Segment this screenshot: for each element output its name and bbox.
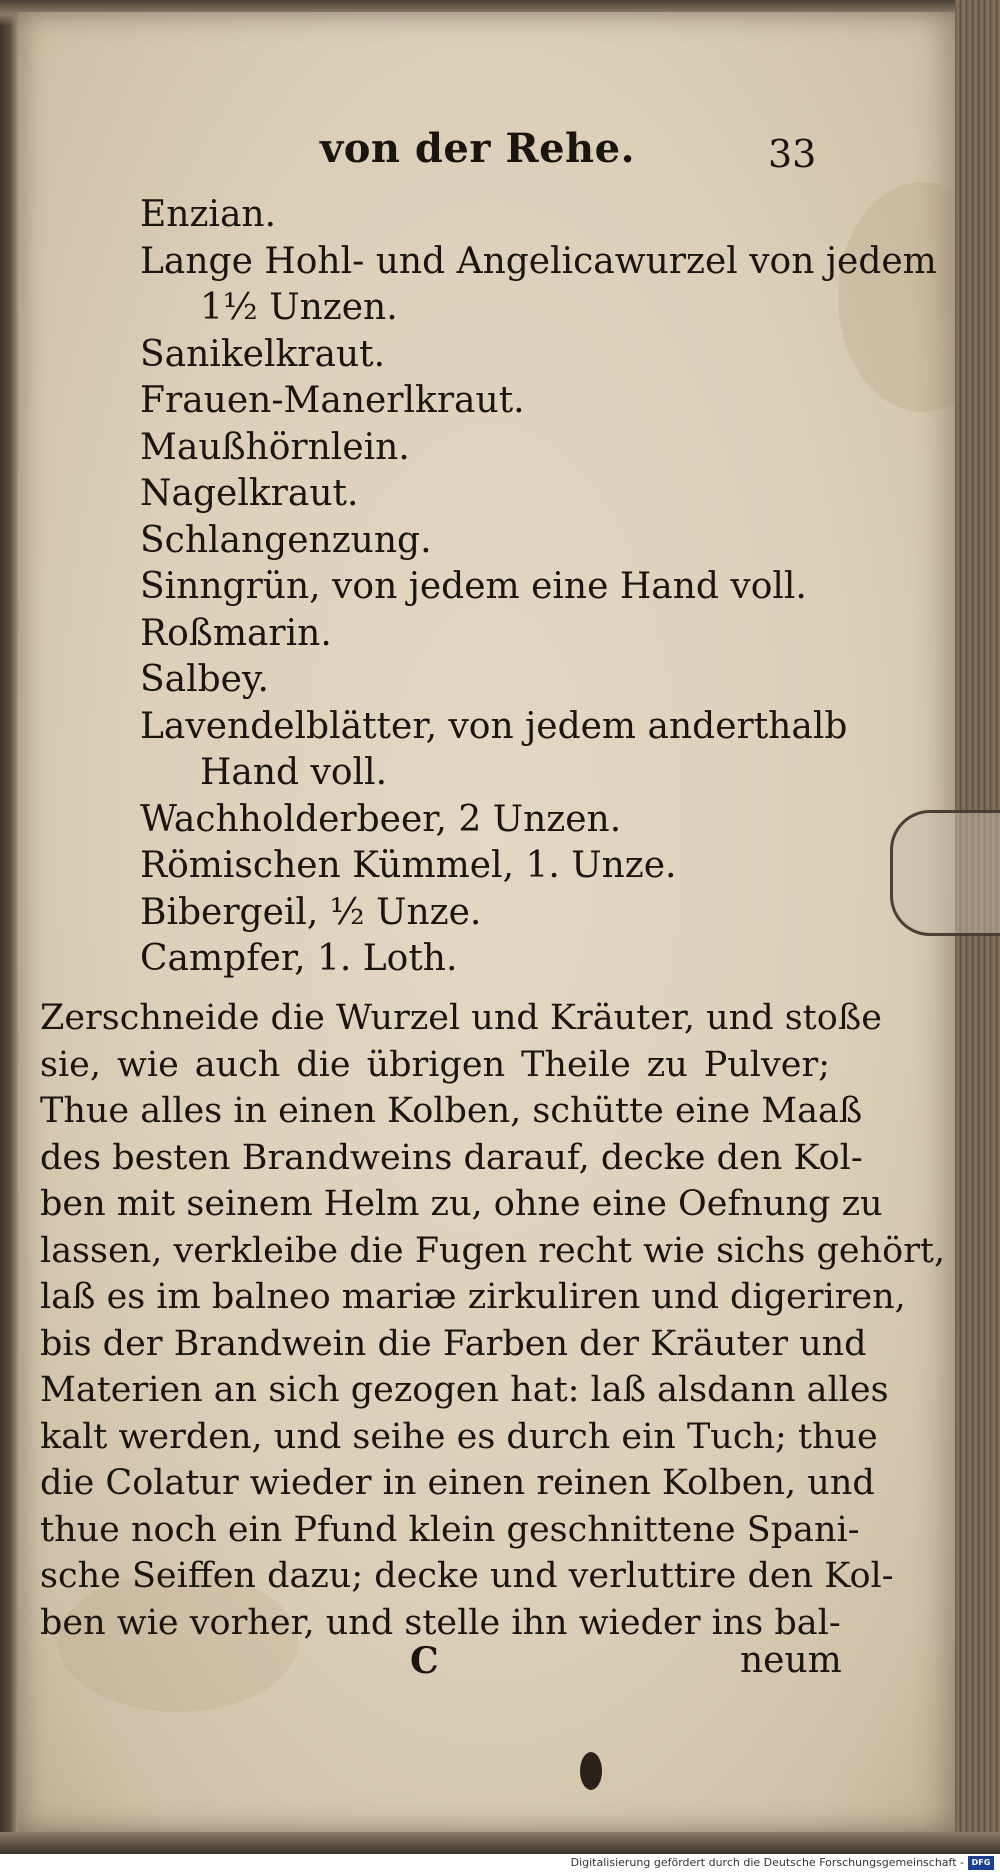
ingredient-line: Sanikelkraut. xyxy=(140,333,386,375)
catchword: neum xyxy=(740,1640,842,1681)
running-header: von der Rehe. xyxy=(320,125,635,172)
ingredient-line: Römischen Kümmel, 1. Unze. xyxy=(140,845,677,886)
text-line: bis der Brandwein die Farben der Kräuter und xyxy=(40,1323,867,1364)
ingredient-line: Bibergeil, ½ Unze. xyxy=(140,891,482,933)
text-line: sie, wie auch die übrigen Theile zu Pulver; xyxy=(40,1044,830,1085)
ingredient-line: Campfer, 1. Loth. xyxy=(140,938,458,979)
ingredient-list xyxy=(140,192,937,983)
ingredient-line: Hand voll. xyxy=(200,752,388,793)
text-line: kalt werden, und seihe es durch ein Tuch; thue xyxy=(40,1416,878,1457)
text-line: Materien an sich gezogen hat: laß alsdann alles xyxy=(40,1370,889,1410)
ingredient-line: Lavendelblätter, von jedem anderthalb xyxy=(140,705,848,747)
ink-blot xyxy=(580,1752,602,1790)
text-line: Zerschneide die Wurzel und Kräuter, und stoße xyxy=(40,998,882,1038)
ingredient-line: 1½ Unzen. xyxy=(200,287,398,328)
instruction-paragraph xyxy=(40,995,946,1646)
ingredient-line: Sinngrün, von jedem eine Hand voll. xyxy=(140,566,807,607)
dfg-logo: DFG xyxy=(968,1856,994,1870)
ingredient-line: Frauen-Manerlkraut. xyxy=(140,380,525,421)
signature-mark: C xyxy=(410,1640,439,1682)
text-line: die Colatur wieder in einen reinen Kolben, und xyxy=(40,1463,875,1503)
ingredient-line: Salbey. xyxy=(140,659,269,700)
text-line: ben mit seinem Helm zu, ohne eine Oefnung zu xyxy=(40,1184,883,1224)
ingredient-line: Nagelkraut. xyxy=(140,473,359,514)
ingredient-line: Maußhörnlein. xyxy=(140,426,410,468)
ingredient-line: Schlangenzung. xyxy=(140,519,432,561)
ingredient-line: Roßmarin. xyxy=(140,612,332,654)
ingredient-line: Lange Hohl- und Angelicawurzel von jedem xyxy=(140,240,937,282)
text-line: laß es im balneo mariæ zirkuliren und digeriren, xyxy=(40,1277,906,1317)
text-line: thue noch ein Pfund klein geschnittene Spani- xyxy=(40,1509,860,1550)
book-clip xyxy=(890,810,1000,936)
text-line: lassen, verkleibe die Fugen recht wie sichs gehört, xyxy=(40,1230,946,1271)
ingredient-line: Wachholderbeer, 2 Unzen. xyxy=(140,798,622,840)
text-line: des besten Brandweins darauf, decke den Kol- xyxy=(40,1137,863,1178)
text-line: sche Seiffen dazu; decke und verluttire den Kol- xyxy=(40,1556,894,1596)
text-line: Thue alles in einen Kolben, schütte eine Maaß xyxy=(40,1091,863,1131)
ingredient-line: Enzian. xyxy=(140,194,277,235)
funding-notice: Digitalisierung gefördert durch die Deutsche Forschungsgemeinschaft - xyxy=(570,1856,964,1869)
digitization-footer xyxy=(0,1854,1000,1872)
text-line: ben wie vorher, und stelle ihn wieder ins bal- xyxy=(40,1602,841,1643)
page-number: 33 xyxy=(768,132,817,176)
bottom-book-edge xyxy=(0,1832,1000,1854)
